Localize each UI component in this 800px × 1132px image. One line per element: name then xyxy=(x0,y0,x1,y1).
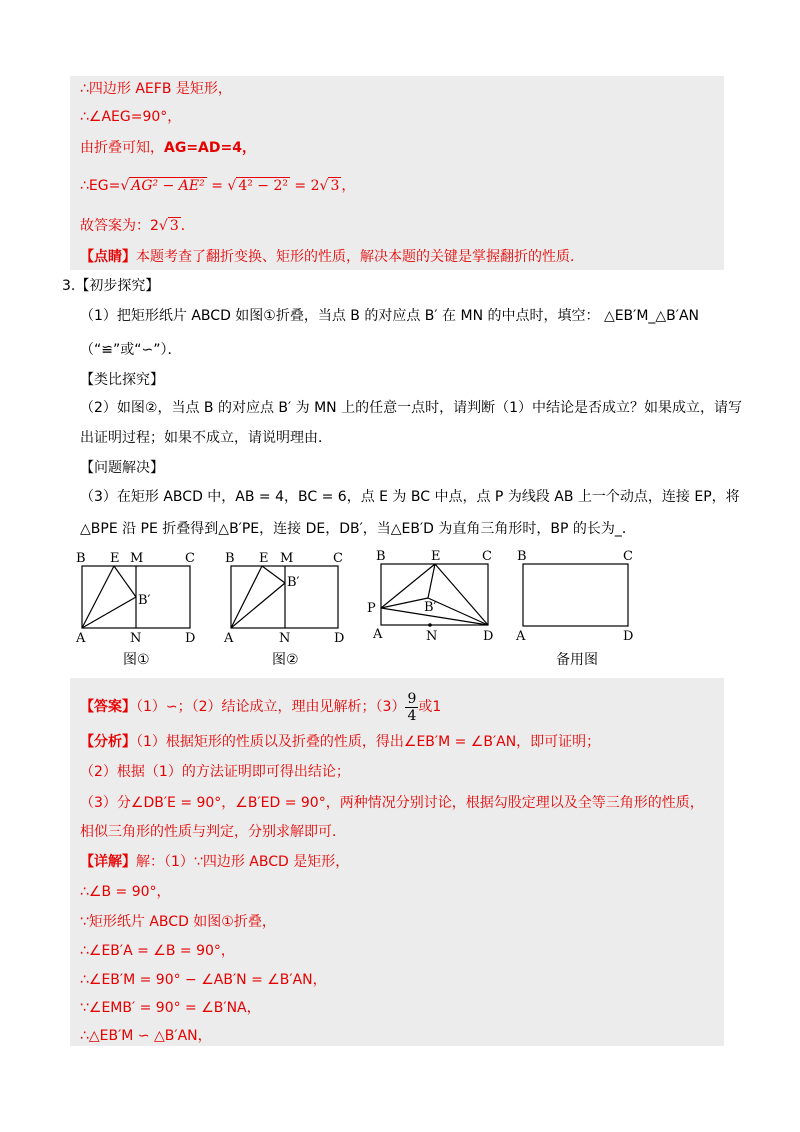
answer-end: ． xyxy=(180,218,195,234)
detail-line-2: ∴∠B = 90°， xyxy=(80,884,171,900)
tag-dianjing: 【点睛】 xyxy=(80,249,136,265)
fig3-label-D: D xyxy=(483,629,494,644)
tag-detail: 【详解】 xyxy=(80,854,136,870)
fig1-label-M: M xyxy=(130,551,144,566)
answer-text-1: （1）∽；（2）结论成立，理由见解析；（3） xyxy=(136,699,406,715)
fig2-label-E: E xyxy=(259,551,269,566)
fig3-label-C: C xyxy=(482,549,492,564)
solution-block-top xyxy=(70,76,724,270)
solution-line-2: ∴∠AEG=90°， xyxy=(80,109,182,125)
detail-line-7: ∴△EB′M ∽ △B′AN， xyxy=(80,1028,212,1044)
fig1-label-E: E xyxy=(110,551,120,566)
fig3-label-E: E xyxy=(431,549,441,564)
fig4-label-D: D xyxy=(623,629,634,644)
fig3-label-N: N xyxy=(426,629,438,644)
question-part-1: （1）把矩形纸片 ABCD 如图①折叠，当点 B 的对应点 B′ 在 MN 的中点时，填空： △EB′M_△B′AN xyxy=(80,308,700,324)
figure-1 xyxy=(75,551,195,668)
solution-line-3-eq: AG=AD=4， xyxy=(164,140,256,156)
question-number-heading: 3.【初步探究】 xyxy=(62,278,160,294)
fig4-label-C: C xyxy=(623,549,633,564)
tag-analysis: 【分析】 xyxy=(80,734,136,750)
fig2-label-Bp: B′ xyxy=(287,575,300,590)
answer-radical: 3 xyxy=(169,218,179,234)
solution-line-3-pre: 由折叠可知， xyxy=(80,140,164,156)
fig3-label-Bp: B′ xyxy=(424,600,437,615)
radical-1: AG² − AE² xyxy=(131,178,205,194)
fig1-label-B: B xyxy=(76,551,86,566)
dianjing-text: 本题考查了翻折变换、矩形的性质，解决本题的关键是掌握翻折的性质． xyxy=(136,249,584,265)
solution-line-3 xyxy=(80,138,256,158)
fig3-label-B: B xyxy=(376,549,386,564)
fig2-label-N: N xyxy=(279,631,291,646)
fig2-label-C: C xyxy=(333,551,343,566)
radical-2: 4² − 2² xyxy=(238,178,288,194)
detail-line-4: ∴∠EB′A = ∠B = 90°， xyxy=(80,943,235,959)
fig2-label-D: D xyxy=(334,631,345,646)
analysis-line-2: （2）根据（1）的方法证明即可得出结论； xyxy=(80,764,350,780)
comma-1: ， xyxy=(341,178,356,194)
analysis-line-4: 相似三角形的性质与判定，分别求解即可． xyxy=(80,824,346,840)
fig2-label-M: M xyxy=(280,551,294,566)
analysis-text-1: （1）根据矩形的性质以及折叠的性质，得出∠EB′M = ∠B′AN，即可证明； xyxy=(136,734,601,750)
fig4-caption: 备用图 xyxy=(556,652,598,668)
fig1-label-Bp: B′ xyxy=(138,593,151,608)
heading-problem-solving: 【问题解决】 xyxy=(80,460,164,476)
answer-fraction xyxy=(405,691,418,724)
fig1-label-A: A xyxy=(76,631,86,646)
fig4-label-A: A xyxy=(516,629,526,644)
fig2-caption: 图② xyxy=(272,652,299,668)
eg-label: ∴EG= xyxy=(80,178,121,194)
question-part-2a: （2）如图②，当点 B 的对应点 B′ 为 MN 上的任意一点时，请判断（1）中结论是否成立？如果成立，请写 xyxy=(80,400,743,416)
detail-text-1: 解：（1）∵四边形 ABCD 是矩形， xyxy=(136,854,350,870)
figure-2 xyxy=(223,551,344,668)
fraction-numerator: 9 xyxy=(407,690,417,707)
figure-spare xyxy=(515,549,633,668)
equals-2: = 2 xyxy=(289,178,320,194)
radical-3: 3 xyxy=(330,178,340,194)
fig4-label-B: B xyxy=(517,549,527,564)
detail-line-1 xyxy=(80,852,349,872)
answer-prefix: 故答案为：2 xyxy=(80,218,159,234)
fig1-caption: 图① xyxy=(123,652,150,668)
question-part-2b: 出证明过程；如果不成立，请说明理由． xyxy=(80,430,332,446)
solution-line-1: ∴四边形 AEFB 是矩形， xyxy=(80,81,232,97)
answer-line xyxy=(80,690,441,724)
question-part-3b: △BPE 沿 PE 折叠得到△B′PE，连接 DE，DB′，当△EB′D 为直角三角形时，BP 的长为_． xyxy=(80,521,636,537)
detail-line-5: ∴∠EB′M = 90° − ∠AB′N = ∠B′AN， xyxy=(80,972,327,988)
analysis-line-1 xyxy=(80,732,600,752)
answer-text-2: 或1 xyxy=(418,699,442,715)
equals-1: = xyxy=(206,178,228,194)
fig1-label-D: D xyxy=(185,631,196,646)
solution-line-6 xyxy=(80,247,584,267)
fraction-denominator: 4 xyxy=(407,707,417,724)
detail-line-6: ∵∠EMB′ = 90° = ∠B′NA， xyxy=(80,1000,261,1016)
fig1-label-C: C xyxy=(185,551,195,566)
question-part-3a: （3）在矩形 ABCD 中，AB = 4，BC = 6，点 E 为 BC 中点，点 P 为线段 AB 上一个动点，连接 EP，将 xyxy=(80,489,740,505)
detail-line-3: ∵矩形纸片 ABCD 如图①折叠， xyxy=(80,914,276,930)
heading-analogy: 【类比探究】 xyxy=(80,372,164,388)
question-part-1b: （“≌”或“∽”）． xyxy=(80,342,182,358)
figure-3 xyxy=(367,549,493,644)
fig1-label-N: N xyxy=(130,631,142,646)
fig2-label-B: B xyxy=(225,551,235,566)
solution-line-4: ∴EG=√ AG² − AE² = √ 4² − 2² = 2√ 3 ， xyxy=(80,178,356,194)
fig3-label-A: A xyxy=(373,627,383,642)
fig2-label-A: A xyxy=(224,631,234,646)
solution-line-5: 故答案为：2√ 3 ． xyxy=(80,218,195,234)
geometry-figures xyxy=(0,548,800,678)
analysis-line-3: （3）分∠DB′E = 90°，∠B′ED = 90°，两种情况分别讨论，根据勾股定理以及全等三角形的性质， xyxy=(80,795,704,811)
fig3-label-P: P xyxy=(367,601,376,616)
tag-answer: 【答案】 xyxy=(80,699,136,715)
